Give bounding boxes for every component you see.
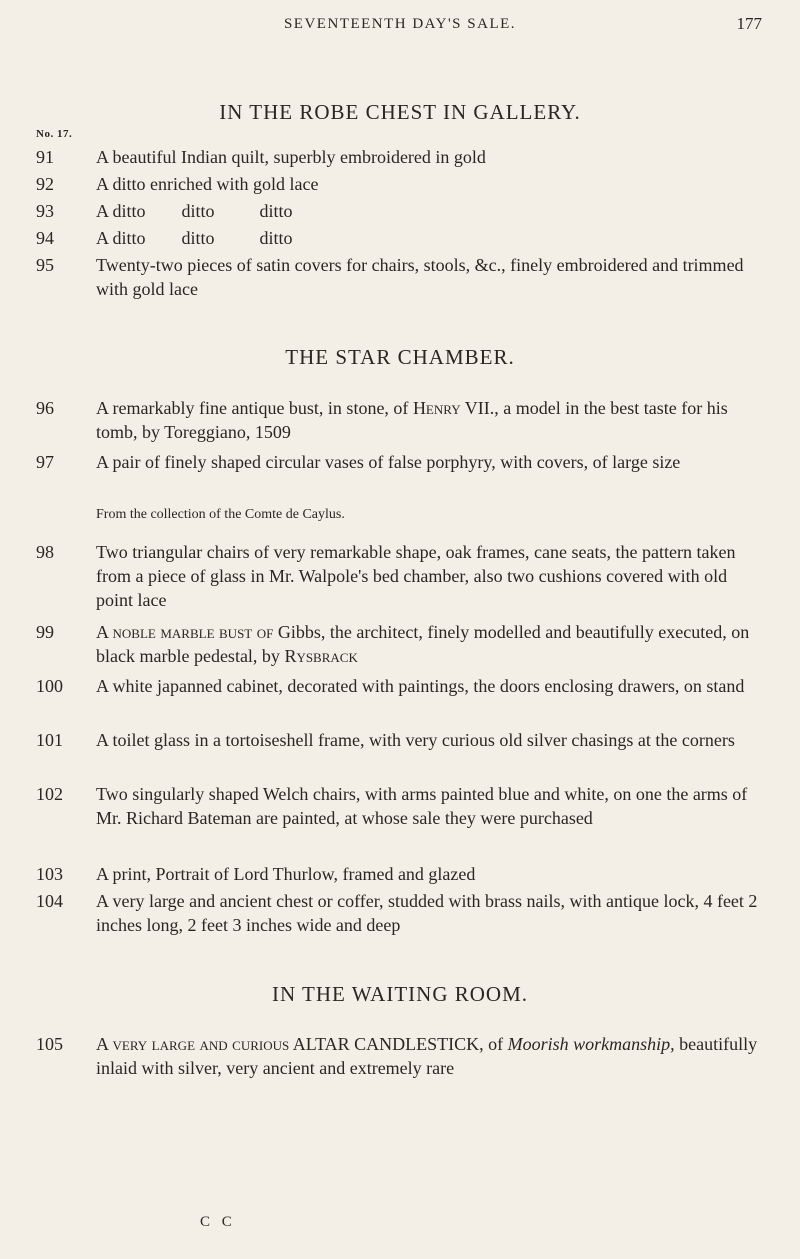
lot-number: 95: [36, 255, 54, 275]
lot-description: A white japanned cabinet, decorated with paintings, the doors enclosing drawers, on stand: [96, 676, 745, 696]
lot-101: [36, 728, 766, 752]
signature-mark: C C: [200, 1214, 236, 1230]
lot-103: [36, 862, 766, 886]
lot-98: [36, 540, 766, 612]
lot-description: A toilet glass in a tortoiseshell frame, with very curious old silver chasings at the corners: [96, 730, 735, 750]
lot-number: 102: [36, 784, 63, 804]
lot-96: [36, 396, 766, 444]
lot-105: [36, 1032, 766, 1080]
lot-100: [36, 674, 766, 698]
lot-description: A ditto enriched with gold lace: [96, 174, 319, 194]
lot-93: [36, 199, 766, 223]
lot-92: [36, 172, 766, 196]
lot-description: Two triangular chairs of very remarkable shape, oak frames, cane seats, the pattern taken from a piece of glass in Mr. Walpole's bed chamber, also two cushions covered with old point lace: [96, 542, 736, 610]
provenance-note: From the collection of the Comte de Caylus.: [96, 507, 345, 522]
lot-description: A ditto ditto ditto: [96, 201, 293, 221]
lot-number: 99: [36, 622, 54, 642]
lot-number: 91: [36, 147, 54, 167]
lot-94: [36, 226, 766, 250]
lot-104: [36, 889, 766, 937]
lot-number: 100: [36, 676, 63, 696]
lot-number: 96: [36, 398, 54, 418]
lot-97: [36, 450, 766, 474]
lot-description: A very large and ancient chest or coffer, studded with brass nails, with antique lock, 4 feet 2 inches long, 2 feet 3 inches wide and deep: [96, 891, 758, 935]
lot-number: 103: [36, 864, 63, 884]
lot-description: A print, Portrait of Lord Thurlow, framed and glazed: [96, 864, 476, 884]
page-number: 177: [736, 14, 762, 33]
lot-number-label: No. 17.: [36, 128, 73, 140]
lot-number: 93: [36, 201, 54, 221]
lot-description: A noble marble bust of Gibbs, the architect, finely modelled and beautifully executed, on black marble pedestal, by Rysbrack: [96, 622, 750, 666]
running-title: SEVENTEENTH DAY'S SALE.: [283, 16, 517, 32]
lot-number: 104: [36, 891, 63, 911]
lot-102: [36, 782, 766, 830]
lot-91: [36, 145, 766, 169]
lot-number: 94: [36, 228, 54, 248]
lot-description: Two singularly shaped Welch chairs, with arms painted blue and white, on one the arms of Mr. Richard Bateman are painted, at whose sale they were purchased: [96, 784, 748, 828]
lot-number: 101: [36, 730, 63, 750]
lot-95: [36, 253, 766, 301]
lot-number: 105: [36, 1034, 63, 1054]
section-title-robe-chest: IN THE ROBE CHEST IN GALLERY.: [219, 100, 581, 124]
lot-description: A very large and curious ALTAR CANDLESTICK, of Moorish workmanship, beautifully inlaid with silver, very ancient and extremely rare: [96, 1034, 758, 1078]
lot-description: A beautiful Indian quilt, superbly embroidered in gold: [96, 147, 486, 167]
lot-number: 97: [36, 452, 54, 472]
lot-description: Twenty-two pieces of satin covers for chairs, stools, &c., finely embroidered and trimmed with gold lace: [96, 255, 744, 299]
lot-description: A remarkably fine antique bust, in stone, of Henry VII., a model in the best taste for his tomb, by Toreggiano, 1509: [96, 398, 728, 442]
section-title-waiting-room: IN THE WAITING ROOM.: [271, 982, 529, 1006]
lot-number: 92: [36, 174, 54, 194]
lot-99: [36, 620, 766, 668]
lot-number: 98: [36, 542, 54, 562]
section-title-star-chamber: THE STAR CHAMBER.: [285, 345, 515, 369]
lot-description: A pair of finely shaped circular vases of false porphyry, with covers, of large size: [96, 452, 681, 472]
lot-description: A ditto ditto ditto: [96, 228, 293, 248]
